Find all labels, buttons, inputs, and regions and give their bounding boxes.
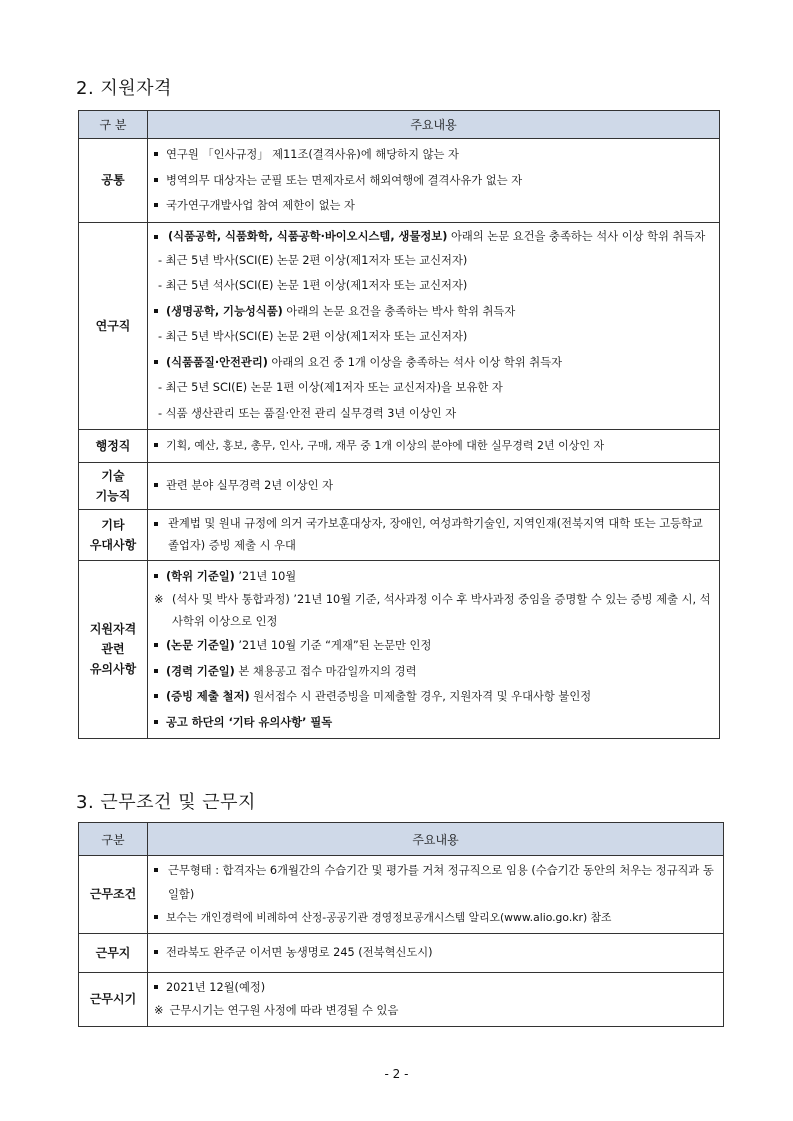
page-number: - 2 - xyxy=(384,1067,409,1081)
row-content-notes xyxy=(148,560,720,739)
row-other xyxy=(79,509,720,560)
square-bullet-icon xyxy=(154,868,158,872)
row-content-common xyxy=(148,139,720,223)
list-subitem: - 최근 5년 박사(SCI(E) 논문 2편 이상(제1저자 또는 교신저자) xyxy=(158,253,468,267)
list-item: 국가연구개발사업 참여 제한이 없는 자 xyxy=(154,193,713,219)
square-bullet-icon xyxy=(154,574,158,578)
square-bullet-icon xyxy=(154,694,158,698)
list-subitem: - 최근 5년 박사(SCI(E) 논문 2편 이상(제1저자 또는 교신저자) xyxy=(158,330,468,343)
row-label-technical: 기술 기능직 xyxy=(79,462,148,509)
header-content: 주요내용 xyxy=(148,111,720,139)
list-item: 전라북도 완주군 이서면 농생명로 245 (전북혁신도시) xyxy=(154,941,717,965)
square-bullet-icon xyxy=(154,309,158,313)
square-bullet-icon xyxy=(154,915,158,919)
list-item: 보수는 개인경력에 비례하여 산정-공공기관 경영정보공개시스템 알리오(www.alio.go.kr) 참조 xyxy=(154,906,717,930)
list-subitem: - 식품 생산관리 또는 품질·안전 관리 실무경력 3년 이상인 자 xyxy=(158,406,457,420)
list-item: (식품공학, 식품화학, 식품공학·바이오시스템, 생물정보) 아래의 논문 요건을 충족하는 석사 이상 학위 취득자 xyxy=(154,226,713,248)
list-item: 2021년 12월(예정) xyxy=(154,976,717,1000)
list-item: (증빙 제출 철저) 원서접수 시 관련증빙을 미제출할 경우, 지원자격 및 우대사항 불인정 xyxy=(154,684,713,710)
square-bullet-icon xyxy=(154,178,158,182)
row-admin xyxy=(79,430,720,463)
table-header-row xyxy=(79,111,720,139)
list-subitem: - 최근 5년 SCI(E) 논문 1편 이상(제1저자 또는 교신저자)을 보유한 자 xyxy=(158,381,503,394)
note-item: ※ (석사 및 박사 통합과정) ’21년 10월 기준, 석사과정 이수 후 박사과정 중임을 증명할 수 있는 증빙 제출 시, 석사학위 이상으로 인정 xyxy=(154,589,713,633)
square-bullet-icon xyxy=(154,669,158,673)
square-bullet-icon xyxy=(154,522,158,526)
row-label-research: 연구직 xyxy=(79,222,148,430)
row-label-notes: 지원자격 관련 유의사항 xyxy=(79,560,148,739)
row-content-conditions xyxy=(148,856,724,934)
list-item: 근무형태 : 합격자는 6개월간의 수습기간 및 평가를 거쳐 정규직으로 임용 (수습기간 동안의 처우는 정규직과 동일함) xyxy=(154,859,717,906)
square-bullet-icon xyxy=(154,360,158,364)
square-bullet-icon xyxy=(154,203,158,207)
header-content: 주요내용 xyxy=(148,823,724,856)
list-item: 병역의무 대상자는 군필 또는 면제자로서 해외여행에 결격사유가 없는 자 xyxy=(154,168,713,194)
row-common xyxy=(79,139,720,223)
work-conditions-table xyxy=(78,822,724,1027)
row-content-technical xyxy=(148,462,720,509)
square-bullet-icon xyxy=(154,985,158,989)
table-header-row xyxy=(79,823,724,856)
list-item: (경력 기준일) 본 채용공고 접수 마감일까지의 경력 xyxy=(154,659,713,685)
row-notes xyxy=(79,560,720,739)
list-subitem: - 최근 5년 석사(SCI(E) 논문 1편 이상(제1저자 또는 교신저자) xyxy=(158,279,468,292)
square-bullet-icon xyxy=(154,483,158,487)
square-bullet-icon xyxy=(154,152,158,156)
note-item: ※ 근무시기는 연구원 사정에 따라 변경될 수 있음 xyxy=(154,999,717,1023)
row-conditions xyxy=(79,856,724,934)
list-item: (생명공학, 기능성식품) 아래의 논문 요건을 충족하는 박사 학위 취득자 xyxy=(154,299,713,325)
row-content-location xyxy=(148,933,724,972)
header-category: 구 분 xyxy=(79,111,148,139)
row-label-common: 공통 xyxy=(79,139,148,223)
list-item: 공고 하단의 ‘기타 유의사항’ 필독 xyxy=(154,710,713,736)
row-label-start: 근무시기 xyxy=(79,972,148,1026)
row-research xyxy=(79,222,720,430)
row-content-research xyxy=(148,222,720,430)
square-bullet-icon xyxy=(154,720,158,724)
row-location xyxy=(79,933,724,972)
row-label-location: 근무지 xyxy=(79,933,148,972)
list-item: 관련 분야 실무경력 2년 이상인 자 xyxy=(154,473,713,499)
row-label-other: 기타 우대사항 xyxy=(79,509,148,560)
row-label-admin: 행정직 xyxy=(79,430,148,463)
row-content-other xyxy=(148,509,720,560)
list-item: 연구원 「인사규정」 제11조(결격사유)에 해당하지 않는 자 xyxy=(154,142,713,168)
header-category: 구분 xyxy=(79,823,148,856)
row-content-admin xyxy=(148,430,720,463)
reference-mark-icon: ※ xyxy=(154,593,164,606)
square-bullet-icon xyxy=(154,443,158,447)
reference-mark-icon: ※ xyxy=(154,1004,164,1017)
row-content-start xyxy=(148,972,724,1026)
list-item: 관계법 및 원내 규정에 의거 국가보훈대상자, 장애인, 여성과학기술인, 지역인재(전북지역 대학 또는 고등학교 졸업자) 증빙 제출 시 우대 xyxy=(154,513,713,557)
list-item: (학위 기준일) ’21년 10월 xyxy=(154,564,713,590)
eligibility-table xyxy=(78,110,720,739)
section-2-title: 2. 지원자격 xyxy=(76,78,172,99)
list-item: 기획, 예산, 홍보, 총무, 인사, 구매, 재무 중 1개 이상의 분야에 대한 실무경력 2년 이상인 자 xyxy=(154,433,713,459)
row-start xyxy=(79,972,724,1026)
row-label-conditions: 근무조건 xyxy=(79,856,148,934)
square-bullet-icon xyxy=(154,643,158,647)
square-bullet-icon xyxy=(154,950,158,954)
list-item: (식품품질·안전관리) 아래의 요건 중 1개 이상을 충족하는 석사 이상 학위 취득자 xyxy=(154,350,713,376)
square-bullet-icon xyxy=(154,235,158,239)
row-technical xyxy=(79,462,720,509)
section-3-title: 3. 근무조건 및 근무지 xyxy=(76,792,256,813)
list-item: (논문 기준일) ’21년 10월 기준 “게재”된 논문만 인정 xyxy=(154,633,713,659)
